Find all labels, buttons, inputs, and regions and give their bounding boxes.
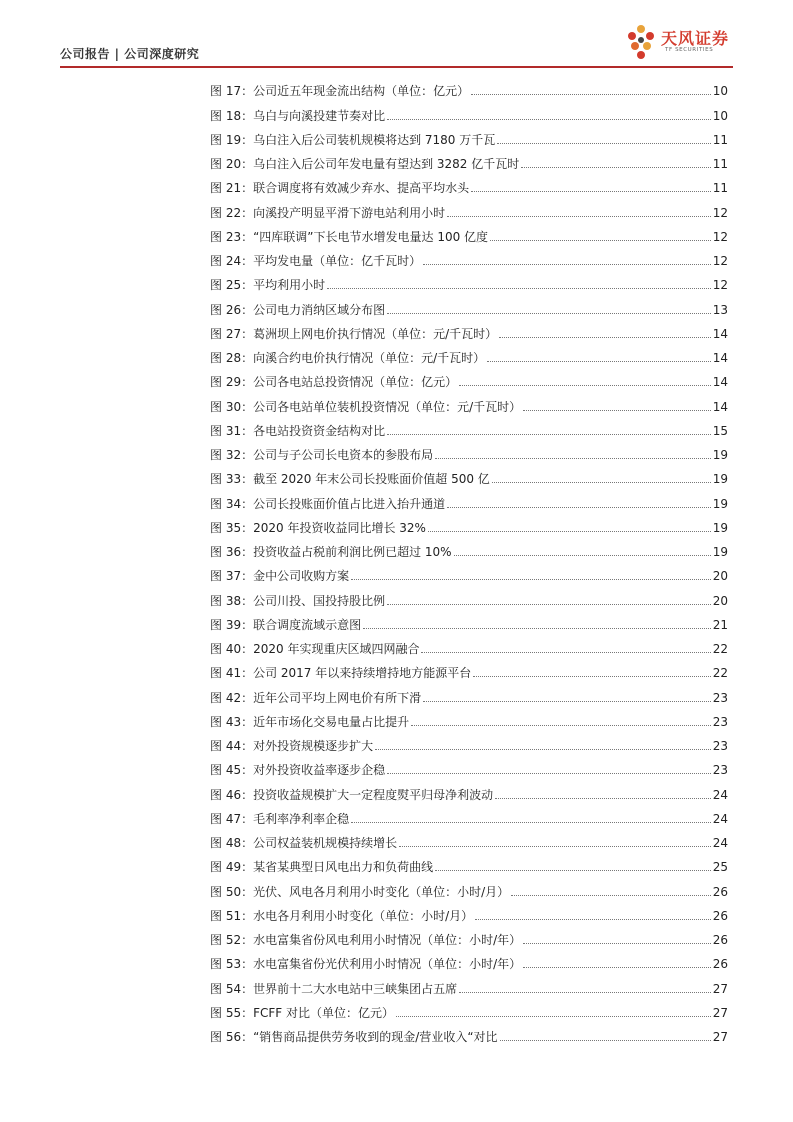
toc-entry[interactable]: [210, 171, 728, 195]
toc-entry[interactable]: [210, 777, 728, 801]
toc-entry-label: 图 25：平均利用小时: [210, 278, 326, 293]
toc-entry-label: 图 47：毛利率净利率企稳: [210, 811, 350, 826]
toc-dot-leader: [521, 167, 710, 168]
toc-dot-leader: [459, 992, 711, 993]
toc-entry[interactable]: [210, 923, 728, 947]
toc-dot-leader: [499, 337, 711, 338]
toc-entry-label: 图 30：公司各电站单位装机投资情况（单位：元/千瓦时）: [210, 399, 522, 414]
toc-dot-leader: [471, 191, 711, 192]
toc-entry-label: 图 21：联合调度将有效减少弃水、提高平均水头: [210, 181, 470, 196]
toc-entry[interactable]: [210, 680, 728, 704]
toc-dot-leader: [475, 919, 711, 920]
toc-entry-label: 图 38：公司川投、国投持股比例: [210, 593, 386, 608]
tf-securities-logo: [623, 22, 733, 62]
toc-entry-label: 图 37：金中公司收购方案: [210, 569, 350, 584]
toc-entry-label: 图 54：世界前十二大水电站中三峡集团占五席: [210, 981, 458, 996]
toc-dot-leader: [490, 240, 711, 241]
toc-entry-label: 图 33：截至 2020 年末公司长投账面价值超 500 亿: [210, 472, 490, 487]
toc-entry-page-number: 14: [712, 375, 728, 390]
toc-entry-label: 图 45：对外投资收益率逐步企稳: [210, 763, 386, 778]
toc-entry-label: 图 23：“四库联调”下长电节水增发电量达 100 亿度: [210, 229, 489, 244]
toc-dot-leader: [435, 870, 711, 871]
toc-entry-page-number: 19: [712, 448, 728, 462]
toc-entry-page-number: 23: [712, 714, 728, 729]
toc-entry[interactable]: [210, 98, 728, 122]
toc-dot-leader: [411, 725, 711, 726]
toc-entry[interactable]: [210, 462, 728, 486]
toc-dot-leader: [447, 507, 711, 508]
toc-entry-page-number: 10: [712, 108, 728, 123]
toc-entry-label: 图 31：各电站投资资金结构对比: [210, 423, 386, 438]
toc-entry[interactable]: [210, 1020, 728, 1044]
toc-entry-page-number: 23: [712, 763, 728, 778]
toc-entry[interactable]: [210, 268, 728, 292]
toc-dot-leader: [454, 555, 711, 556]
toc-entry-label: 图 53：水电富集省份光伏利用小时情况（单位：小时/年）: [210, 957, 522, 972]
toc-dot-leader: [487, 361, 711, 362]
toc-entry-label: 图 26：公司电力消纳区域分布图: [210, 302, 386, 317]
toc-entry-page-number: 19: [712, 496, 728, 511]
toc-entry-page-number: 22: [712, 642, 728, 656]
toc-entry[interactable]: [210, 123, 728, 147]
toc-entry-page-number: 24: [712, 811, 728, 826]
toc-entry-page-number: 12: [712, 278, 728, 293]
toc-dot-leader: [423, 701, 711, 702]
toc-dot-leader: [523, 967, 711, 968]
toc-dot-leader: [363, 628, 711, 629]
toc-dot-leader: [500, 1040, 711, 1041]
toc-entry-label: 图 36：投资收益占税前利润比例已超过 10%: [210, 545, 452, 559]
toc-entry[interactable]: [210, 389, 728, 413]
toc-entry-label: 图 17：公司近五年现金流出结构（单位：亿元）: [210, 84, 470, 99]
toc-dot-leader: [473, 676, 710, 677]
toc-entry-page-number: 14: [712, 399, 728, 414]
toc-entry[interactable]: [210, 317, 728, 341]
report-type-title: 公司报告 | 公司深度研究: [60, 47, 200, 61]
toc-dot-leader: [497, 143, 710, 144]
toc-dot-leader: [351, 579, 711, 580]
toc-dot-leader: [387, 773, 711, 774]
toc-entry-page-number: 10: [712, 84, 728, 99]
toc-dot-leader: [428, 531, 711, 532]
toc-dot-leader: [435, 458, 711, 459]
figure-index-list: [210, 74, 728, 1044]
toc-entry-page-number: 22: [712, 666, 728, 681]
toc-entry[interactable]: [210, 220, 728, 244]
toc-entry-page-number: 24: [712, 836, 728, 850]
toc-dot-leader: [523, 943, 711, 944]
toc-entry-label: 图 50：光伏、风电各月利用小时变化（单位：小时/月）: [210, 884, 510, 899]
toc-entry-label: 图 55：FCFF 对比（单位：亿元）: [210, 1005, 394, 1020]
toc-entry[interactable]: [210, 195, 728, 219]
toc-entry-label: 图 18：乌白与向溪投建节奏对比: [210, 108, 386, 123]
flower-logo-icon: [623, 22, 659, 62]
toc-entry-label: 图 32：公司与子公司长电资本的参股布局: [210, 448, 434, 462]
toc-entry[interactable]: [210, 74, 728, 98]
toc-entry-page-number: 15: [712, 423, 728, 438]
toc-dot-leader: [387, 313, 711, 314]
header-divider: [60, 66, 733, 68]
logo-chinese-name: 天风证券: [661, 29, 730, 48]
toc-dot-leader: [447, 216, 711, 217]
toc-entry[interactable]: [210, 559, 728, 583]
toc-entry-label: 图 39：联合调度流域示意图: [210, 617, 362, 632]
toc-entry-page-number: 26: [712, 933, 728, 947]
toc-entry-page-number: 20: [712, 569, 728, 584]
toc-entry-page-number: 19: [712, 545, 728, 559]
toc-entry[interactable]: [210, 414, 728, 438]
toc-entry[interactable]: [210, 486, 728, 510]
toc-entry-label: 图 51：水电各月利用小时变化（单位：小时/月）: [210, 908, 474, 923]
toc-entry[interactable]: [210, 341, 728, 365]
toc-dot-leader: [396, 1016, 711, 1017]
toc-entry[interactable]: [210, 826, 728, 850]
toc-entry-page-number: 27: [712, 1030, 728, 1044]
toc-entry-page-number: 25: [712, 860, 728, 875]
toc-entry-page-number: 26: [712, 908, 728, 923]
toc-entry-page-number: 23: [712, 739, 728, 753]
page-header: [60, 29, 733, 68]
toc-entry-page-number: 12: [712, 254, 728, 268]
toc-entry-label: 图 35：2020 年投资收益同比增长 32%: [210, 520, 426, 535]
toc-entry[interactable]: [210, 438, 728, 462]
toc-dot-leader: [495, 798, 711, 799]
toc-entry-label: 图 43：近年市场化交易电量占比提升: [210, 714, 410, 729]
toc-entry-page-number: 26: [712, 957, 728, 972]
toc-entry-label: 图 52：水电富集省份风电利用小时情况（单位：小时/年）: [210, 933, 522, 947]
toc-entry-page-number: 27: [712, 981, 728, 996]
toc-entry[interactable]: [210, 996, 728, 1020]
toc-dot-leader: [421, 652, 710, 653]
toc-entry[interactable]: [210, 632, 728, 656]
toc-dot-leader: [399, 846, 711, 847]
toc-entry-page-number: 19: [712, 520, 728, 535]
toc-entry[interactable]: [210, 535, 728, 559]
toc-entry-page-number: 19: [712, 472, 728, 487]
toc-dot-leader: [387, 604, 711, 605]
toc-entry-page-number: 11: [712, 181, 728, 196]
toc-dot-leader: [523, 410, 711, 411]
toc-entry-label: 图 19：乌白注入后公司装机规模将达到 7180 万千瓦: [210, 132, 496, 147]
toc-dot-leader: [511, 895, 711, 896]
toc-entry[interactable]: [210, 705, 728, 729]
toc-dot-leader: [459, 385, 711, 386]
toc-dot-leader: [351, 822, 711, 823]
logo-english-name: TF SECURITIES: [665, 47, 714, 53]
toc-dot-leader: [375, 749, 711, 750]
toc-entry-label: 图 20：乌白注入后公司年发电量有望达到 3282 亿千瓦时: [210, 157, 520, 171]
toc-entry-label: 图 34：公司长投账面价值占比进入抬升通道: [210, 496, 446, 511]
toc-entry-label: 图 41：公司 2017 年以来持续增持地方能源平台: [210, 666, 472, 681]
toc-entry-page-number: 11: [712, 132, 728, 147]
toc-dot-leader: [387, 119, 711, 120]
toc-entry[interactable]: [210, 583, 728, 607]
toc-entry-label: 图 46：投资收益规模扩大一定程度熨平归母净利波动: [210, 787, 494, 802]
toc-entry[interactable]: [210, 147, 728, 171]
toc-entry[interactable]: [210, 511, 728, 535]
toc-entry[interactable]: [210, 802, 728, 826]
toc-entry[interactable]: [210, 899, 728, 923]
toc-entry[interactable]: [210, 850, 728, 874]
toc-entry-page-number: 26: [712, 884, 728, 899]
toc-entry-page-number: 12: [712, 205, 728, 220]
toc-dot-leader: [423, 264, 711, 265]
toc-entry-label: 图 24：平均发电量（单位：亿千瓦时）: [210, 254, 422, 268]
toc-entry-page-number: 11: [712, 157, 728, 171]
toc-entry[interactable]: [210, 874, 728, 898]
toc-entry-label: 图 40：2020 年实现重庆区域四网融合: [210, 642, 420, 656]
toc-entry-page-number: 23: [712, 690, 728, 705]
toc-entry-label: 图 42：近年公司平均上网电价有所下滑: [210, 690, 422, 705]
toc-entry-label: 图 27：葛洲坝上网电价执行情况（单位：元/千瓦时）: [210, 326, 498, 341]
toc-entry-label: 图 44：对外投资规模逐步扩大: [210, 739, 374, 753]
toc-entry[interactable]: [210, 292, 728, 316]
toc-dot-leader: [471, 94, 711, 95]
toc-entry[interactable]: [210, 365, 728, 389]
toc-entry-page-number: 24: [712, 787, 728, 802]
toc-entry-page-number: 27: [712, 1005, 728, 1020]
toc-entry-label: 图 22：向溪投产明显平滑下游电站利用小时: [210, 205, 446, 220]
toc-entry[interactable]: [210, 729, 728, 753]
toc-entry-page-number: 14: [712, 326, 728, 341]
toc-entry[interactable]: [210, 947, 728, 971]
toc-entry-page-number: 12: [712, 229, 728, 244]
toc-entry[interactable]: [210, 656, 728, 680]
toc-dot-leader: [327, 288, 711, 289]
toc-entry-page-number: 20: [712, 593, 728, 608]
toc-entry-label: 图 29：公司各电站总投资情况（单位：亿元）: [210, 375, 458, 390]
toc-dot-leader: [387, 434, 711, 435]
toc-entry-page-number: 21: [712, 617, 728, 632]
toc-entry[interactable]: [210, 244, 728, 268]
toc-entry-page-number: 14: [712, 351, 728, 365]
toc-entry[interactable]: [210, 971, 728, 995]
toc-entry-label: 图 49：某省某典型日风电出力和负荷曲线: [210, 860, 434, 875]
toc-entry-label: 图 56：“销售商品提供劳务收到的现金/营业收入“对比: [210, 1030, 498, 1044]
toc-entry[interactable]: [210, 753, 728, 777]
toc-entry-page-number: 13: [712, 302, 728, 317]
toc-entry-label: 图 28：向溪合约电价执行情况（单位：元/千瓦时）: [210, 351, 486, 365]
toc-entry-label: 图 48：公司权益装机规模持续增长: [210, 836, 398, 850]
toc-entry[interactable]: [210, 608, 728, 632]
toc-dot-leader: [492, 482, 711, 483]
